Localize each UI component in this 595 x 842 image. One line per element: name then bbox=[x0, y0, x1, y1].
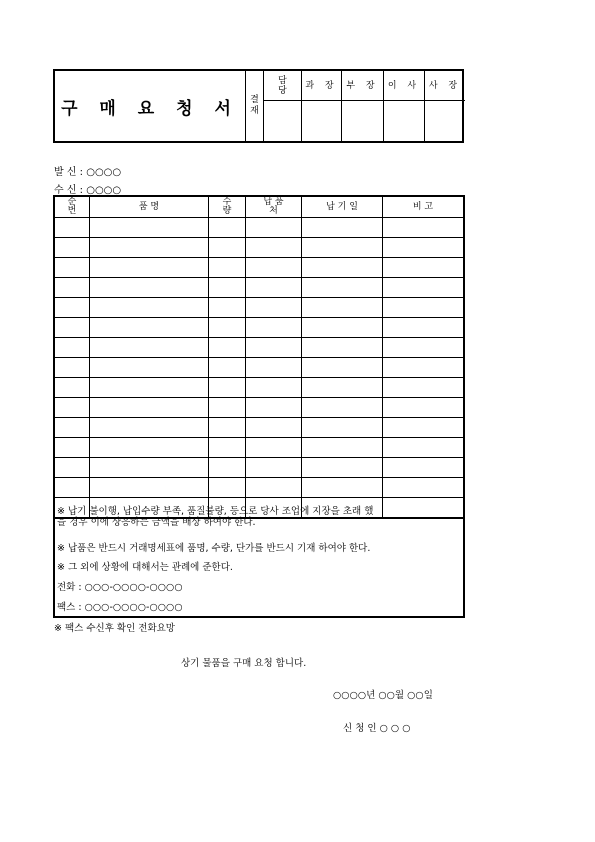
header-box bbox=[53, 69, 464, 143]
row-divider bbox=[55, 237, 463, 238]
approval-head-staff bbox=[264, 71, 301, 101]
col-head-qty-2: 량 bbox=[222, 206, 232, 216]
col-head-supplier-2: 처 bbox=[269, 206, 278, 216]
col-head-item: 품 명 bbox=[138, 202, 160, 212]
sender-line: 발 신 : ○○○○ bbox=[54, 167, 122, 178]
approval-head-staff-2: 당 bbox=[278, 85, 287, 96]
row-divider bbox=[55, 337, 463, 338]
approval-col-dept-head bbox=[342, 71, 384, 141]
note-2: ※ 납품은 반드시 거래명세표에 품명, 수량, 단가를 반드시 기재 하여야 한다. bbox=[57, 543, 371, 554]
note-1-line-1: ※ 납기 불이행, 납입수량 부족, 품질불량, 등으로 당사 조업에 지장을 초래 했 bbox=[57, 506, 374, 517]
request-statement: 상기 물품을 구매 요청 합니다. bbox=[181, 658, 307, 669]
col-head-supplier bbox=[246, 198, 301, 216]
row-divider bbox=[55, 397, 463, 398]
approval-label-char-2: 재 bbox=[250, 106, 259, 116]
approval-label-char-1: 결 bbox=[250, 95, 259, 105]
col-head-remarks: 비 고 bbox=[412, 202, 434, 212]
row-divider bbox=[55, 277, 463, 278]
col-head-due-date: 납 기 일 bbox=[326, 202, 358, 212]
item-table bbox=[53, 195, 465, 618]
row-divider bbox=[55, 357, 463, 358]
row-divider bbox=[55, 417, 463, 418]
date-line: ○○○○년 ○○월 ○○일 bbox=[333, 690, 433, 701]
approval-col-president bbox=[425, 71, 465, 141]
phone-line: 전화 : ○○○-○○○○-○○○○ bbox=[57, 582, 183, 593]
approval-head-dept-head: 부 장 bbox=[342, 71, 383, 101]
row-divider bbox=[55, 257, 463, 258]
col-head-no-1: 순 bbox=[67, 197, 77, 207]
row-divider bbox=[55, 457, 463, 458]
row-divider bbox=[55, 317, 463, 318]
row-divider bbox=[55, 477, 463, 478]
note-1-line-2: 을 경우 이에 상응하는 금액을 배상 하여야 한다. bbox=[57, 517, 256, 528]
fax-line: 팩스 : ○○○-○○○○-○○○○ bbox=[57, 602, 183, 613]
note-3: ※ 그 외에 상황에 대해서는 관례에 준한다. bbox=[57, 562, 233, 573]
col-head-no-2: 번 bbox=[67, 206, 77, 216]
approval-col-staff bbox=[264, 71, 302, 141]
fax-note: ※ 팩스 수신후 확인 전화요망 bbox=[54, 623, 175, 634]
row-divider bbox=[55, 497, 463, 498]
approval-label bbox=[246, 71, 264, 141]
row-divider bbox=[55, 437, 463, 438]
approval-col-manager bbox=[302, 71, 342, 141]
col-head-supplier-1: 납 품 bbox=[263, 197, 284, 207]
approval-head-president: 사 장 bbox=[425, 71, 465, 101]
col-head-no bbox=[55, 198, 89, 216]
approval-grid bbox=[264, 71, 462, 141]
receiver-line: 수 신 : ○○○○ bbox=[54, 185, 122, 196]
approval-head-manager: 과 장 bbox=[302, 71, 341, 101]
approval-col-director bbox=[384, 71, 425, 141]
approval-head-staff-1: 담 bbox=[278, 75, 287, 86]
applicant-line: 신 청 인 ○ ○ ○ bbox=[343, 723, 411, 734]
approval-head-director: 이 사 bbox=[384, 71, 424, 101]
row-divider bbox=[55, 377, 463, 378]
row-divider bbox=[55, 217, 463, 218]
document-title: 구 매 요 청 서 bbox=[55, 71, 246, 141]
col-head-qty bbox=[209, 198, 245, 216]
row-divider bbox=[55, 297, 463, 298]
col-head-qty-1: 수 bbox=[222, 197, 232, 207]
